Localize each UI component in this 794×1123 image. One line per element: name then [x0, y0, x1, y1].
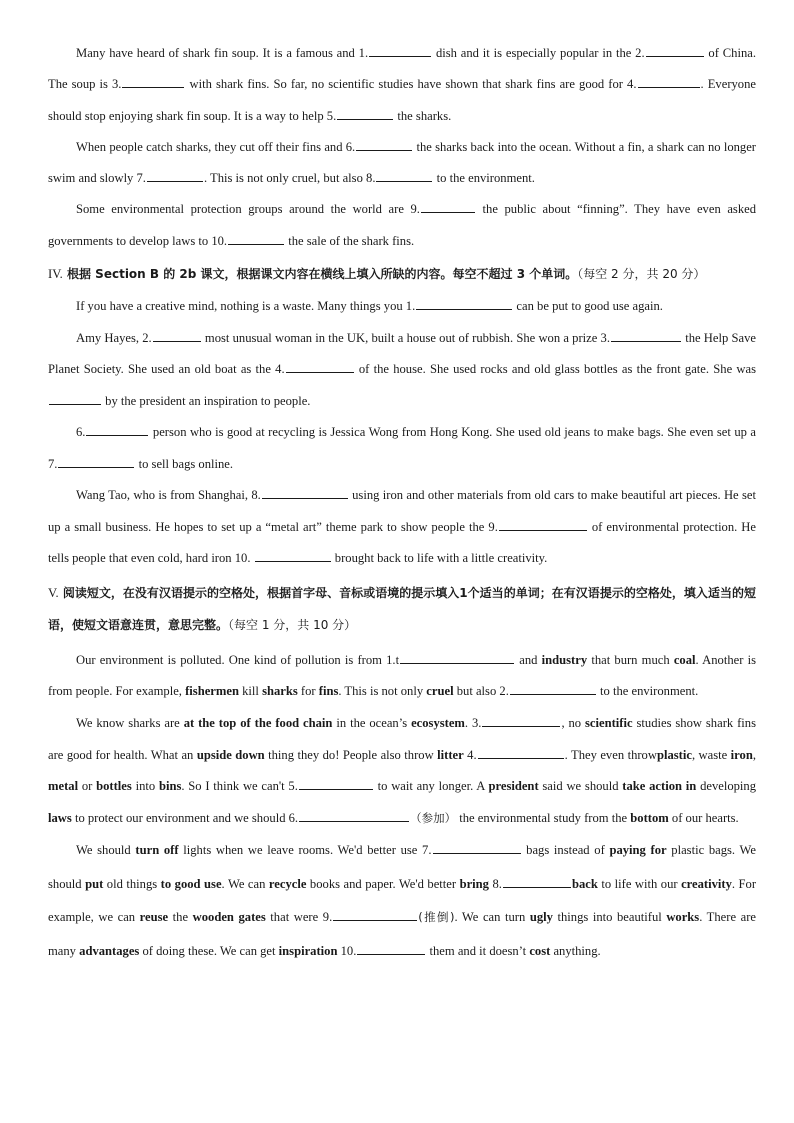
- answer-blank-8[interactable]: [503, 876, 571, 888]
- passage-paragraph: Some environmental protection groups around the world are 9. the public about “finning”. They have even asked governments to develop laws to 10. the sale of the shark fins.: [48, 202, 756, 248]
- passage-paragraph: 6. person who is good at recycling is Jessica Wong from Hong Kong. She used old jeans to make bags. She even set up a 7. to sell bags online.: [48, 425, 756, 471]
- answer-blank-1[interactable]: [416, 298, 512, 310]
- answer-blank-9[interactable]: [421, 201, 475, 213]
- answer-blank-1[interactable]: [400, 652, 514, 664]
- answer-blank-10[interactable]: [357, 943, 425, 955]
- answer-blank-5[interactable]: [49, 393, 101, 405]
- answer-blank-6[interactable]: [299, 810, 409, 822]
- answer-blank-8[interactable]: [262, 487, 348, 499]
- passage-paragraph: If you have a creative mind, nothing is a waste. Many things you 1. can be put to good use again.: [76, 299, 663, 314]
- answer-blank-1[interactable]: [369, 45, 431, 57]
- passage-paragraph: When people catch sharks, they cut off their fins and 6. the sharks back into the ocean. Without a fin, a shark can no longer swim and slowly 7. . This is not only cruel, but also 8. to the environment.: [48, 139, 756, 186]
- answer-blank-2[interactable]: [153, 330, 201, 342]
- answer-blank-6[interactable]: [86, 424, 148, 436]
- answer-blank-7[interactable]: [433, 842, 521, 854]
- answer-blank-5[interactable]: [299, 778, 373, 790]
- answer-blank-5[interactable]: [337, 108, 393, 120]
- answer-blank-10[interactable]: [255, 550, 331, 562]
- passage-paragraph: Amy Hayes, 2. most unusual woman in the UK, built a house out of rubbish. She won a prize 3. the Help Save Planet Society. She used an old boat as the 4. of the house. She used rocks and old glass bottles as the front gate. She was by the president an inspiration to people.: [48, 330, 756, 408]
- answer-blank-3[interactable]: [611, 330, 681, 342]
- answer-blank-3[interactable]: [482, 715, 560, 727]
- answer-blank-8[interactable]: [376, 170, 432, 182]
- answer-blank-7[interactable]: [147, 170, 203, 182]
- answer-blank-9[interactable]: [333, 909, 417, 921]
- answer-blank-4[interactable]: [638, 76, 700, 88]
- answer-blank-2[interactable]: [510, 683, 596, 695]
- answer-blank-4[interactable]: [286, 361, 354, 373]
- answer-blank-7[interactable]: [58, 456, 134, 468]
- answer-blank-10[interactable]: [228, 233, 284, 245]
- answer-blank-2[interactable]: [646, 45, 704, 57]
- passage-paragraph: We know sharks are at the top of the food chain in the ocean’s ecosystem. 3. , no scientific studies show shark fins are good for health. What an upside down thing they do! People also throw litter 4. . They even throwplastic, waste iron, metal or bottles into bins. So I think we can't 5. to wait any longer. A president said we should take action in developing laws to protect our environment and we should 6. （参加） the environmental study from the bottom of our hearts.: [48, 716, 757, 825]
- worksheet-page: [48, 40, 756, 969]
- section-heading: V. 阅读短文，在没有汉语提示的空格处，根据首字母、音标或语境的提示填入1个适当的单词；在有汉语提示的空格处，填入适当的短语，使短文语意连贯，意思完整。（每空 1 分，共 10 分）: [48, 585, 756, 632]
- answer-blank-6[interactable]: [356, 139, 412, 151]
- passage-paragraph: We should turn off lights when we leave rooms. We'd better use 7. bags instead of paying for plastic bags. We should put old things to good use. We can recycle books and paper. We'd better bring 8. back to life with our creativity. For example, we can reuse the wooden gates that were 9. (推倒). We can turn ugly things into beautiful works. There are many advantages of doing these. We can get inspiration 10. them and it doesn’t cost anything.: [48, 843, 757, 958]
- section-heading: IV. 根据 Section B 的 2b 课文，根据课文内容在横线上填入所缺的内容。每空不超过 3 个单词。（每空 2 分，共 20 分）: [48, 267, 706, 282]
- answer-blank-3[interactable]: [122, 76, 184, 88]
- answer-blank-4[interactable]: [478, 747, 564, 759]
- answer-blank-9[interactable]: [499, 519, 587, 531]
- passage-paragraph: Wang Tao, who is from Shanghai, 8. using iron and other materials from old cars to make beautiful art pieces. He set up a small business. He hopes to set up a “metal art” theme park to show people the 9. of environmental protection. He tells people that even cold, hard iron 10. brought back to life with a little creativity.: [48, 488, 756, 566]
- passage-paragraph: Our environment is polluted. One kind of pollution is from 1.t and industry that burn much coal. Another is from people. For example, fishermen kill sharks for fins. This is not only cruel but also 2. to the environment.: [48, 652, 757, 699]
- passage-paragraph: Many have heard of shark fin soup. It is a famous and 1. dish and it is especially popular in the 2. of China. The soup is 3. with shark fins. So far, no scientific studies have shown that shark fins are good for 4. . Everyone should stop enjoying shark fin soup. It is a way to help 5. the sharks.: [48, 46, 756, 123]
